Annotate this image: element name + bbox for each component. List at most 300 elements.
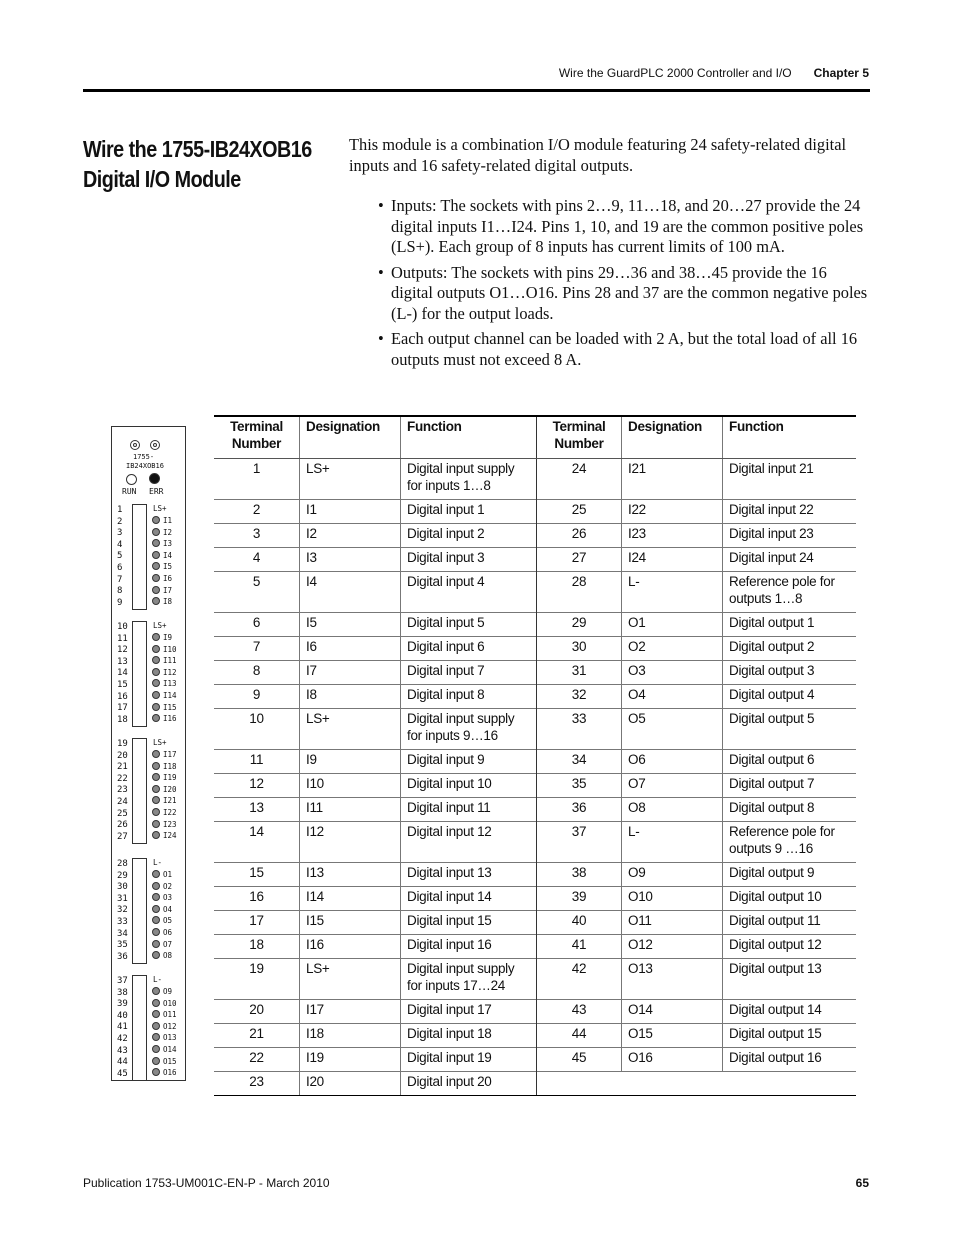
function-cell: Digital input 21 (723, 459, 857, 500)
pin-number: 35 (117, 940, 128, 951)
function-cell: Digital output 12 (723, 935, 857, 959)
io-channel-label: I7 (163, 585, 173, 595)
terminal-number-cell: 44 (537, 1024, 622, 1048)
terminal-number-cell: 16 (214, 887, 300, 911)
terminal-number-cell: 2 (214, 500, 300, 524)
pin-number: 25 (117, 808, 128, 819)
io-channel-label: O14 (163, 1045, 177, 1054)
pin-number: 11 (117, 633, 128, 644)
module-model-line2: IB24XOB16 (126, 462, 164, 470)
io-channel-label: O3 (163, 893, 173, 903)
terminal-number-cell: 11 (214, 750, 300, 774)
io-channel-label: I2 (163, 527, 173, 537)
io-channel-label: O2 (163, 881, 173, 891)
terminal-block (132, 975, 147, 1081)
io-status-led-icon (152, 893, 160, 901)
table-row (214, 459, 856, 500)
designation-cell: O10 (622, 887, 723, 911)
io-status-led-icon (152, 928, 160, 936)
terminal-number-cell: 24 (537, 459, 622, 500)
pin-number: 13 (117, 656, 128, 667)
function-cell: Digital output 9 (723, 863, 857, 887)
pin-number: 1 (117, 505, 123, 515)
designation-cell: I5 (300, 613, 401, 637)
pin-number: 43 (117, 1045, 128, 1056)
designation-cell: O13 (622, 959, 723, 1000)
designation-cell: I19 (300, 1048, 401, 1072)
terminal-block (132, 858, 147, 964)
io-status-led-icon (152, 796, 160, 804)
function-cell: Reference pole for outputs 9 …16 (723, 822, 857, 863)
io-channel-label: I14 (163, 691, 177, 700)
terminal-number-cell (537, 1072, 622, 1096)
io-channel-label: I21 (163, 796, 177, 806)
terminal-block (132, 504, 147, 610)
function-cell: Digital input 11 (401, 798, 537, 822)
io-status-led-icon (152, 586, 160, 594)
function-cell: Digital input 6 (401, 637, 537, 661)
function-cell: Digital output 6 (723, 750, 857, 774)
table-row (214, 1072, 856, 1096)
designation-cell: I22 (622, 500, 723, 524)
io-channel-label: I12 (163, 667, 177, 677)
io-channel-label: O4 (163, 904, 173, 914)
terminal-number-cell: 7 (214, 637, 300, 661)
terminal-number-cell: 10 (214, 709, 300, 750)
pin-number: 34 (117, 928, 128, 939)
designation-cell (622, 1072, 723, 1096)
pin-number: 5 (117, 551, 123, 562)
terminal-number-cell: 40 (537, 911, 622, 935)
terminal-number-cell: 43 (537, 1000, 622, 1024)
designation-cell: I21 (622, 459, 723, 500)
designation-cell: I6 (300, 637, 401, 661)
function-cell: Digital input 3 (401, 548, 537, 572)
terminal-number-cell: 27 (537, 548, 622, 572)
io-status-led-icon (152, 703, 160, 711)
designation-cell: L- (622, 572, 723, 613)
header-terminal-number: Terminal Number (214, 416, 300, 459)
run-label: RUN (122, 487, 137, 496)
designation-cell: I2 (300, 524, 401, 548)
io-status-led-icon (152, 999, 160, 1007)
terminal-number-cell: 20 (214, 1000, 300, 1024)
terminal-number-cell: 42 (537, 959, 622, 1000)
pin-number: 24 (117, 797, 128, 807)
module-diagram (111, 426, 186, 1081)
designation-cell: I4 (300, 572, 401, 613)
table-row (214, 500, 856, 524)
header-rule (83, 89, 870, 92)
io-channel-label: O16 (163, 1068, 177, 1078)
table-row (214, 1000, 856, 1024)
terminal-number-cell: 19 (214, 959, 300, 1000)
terminal-number-cell: 14 (214, 822, 300, 863)
table-row (214, 798, 856, 822)
io-channel-label: I24 (163, 831, 177, 841)
pin-number: 12 (117, 645, 128, 656)
io-status-led-icon (152, 528, 160, 536)
io-status-led-icon (152, 870, 160, 878)
module-model-line1: 1755- (133, 453, 155, 461)
running-title: Wire the GuardPLC 2000 Controller and I/O (558, 66, 792, 80)
function-cell: Digital output 15 (723, 1024, 857, 1048)
pin-number: 2 (117, 516, 123, 527)
io-channel-label: I22 (163, 808, 177, 817)
pin-number: 3 (117, 528, 123, 539)
function-cell: Digital input 15 (401, 911, 537, 935)
designation-cell: O5 (622, 709, 723, 750)
header-designation-2: Designation (622, 416, 723, 459)
footer-publication: Publication 1753-UM001C-EN-P - March 2010 (83, 1176, 330, 1190)
function-cell: Digital output 2 (723, 637, 857, 661)
function-cell: Digital input 20 (401, 1072, 537, 1096)
run-led-icon (126, 474, 137, 485)
io-status-led-icon (152, 679, 160, 687)
pin-number: 33 (117, 917, 128, 927)
io-status-led-icon (152, 656, 160, 664)
pin-number: 36 (117, 951, 128, 962)
terminal-number-cell: 45 (537, 1048, 622, 1072)
header-designation: Designation (300, 416, 401, 459)
designation-cell: O14 (622, 1000, 723, 1024)
io-channel-label: O5 (163, 916, 173, 926)
pin-number: 9 (117, 597, 123, 608)
pin-number: 16 (117, 691, 128, 702)
designation-cell: LS+ (300, 709, 401, 750)
io-channel-label: I13 (163, 679, 177, 689)
designation-cell: I7 (300, 661, 401, 685)
pin-number: 40 (117, 1010, 128, 1021)
pin-number: 17 (117, 703, 128, 714)
table-row (214, 1024, 856, 1048)
pin-number: 39 (117, 999, 128, 1010)
function-cell: Digital output 7 (723, 774, 857, 798)
designation-cell: I9 (300, 750, 401, 774)
function-cell: Digital output 3 (723, 661, 857, 685)
io-status-led-icon (152, 750, 160, 758)
table-row (214, 911, 856, 935)
designation-cell: O11 (622, 911, 723, 935)
table-row (214, 887, 856, 911)
terminal-number-cell: 6 (214, 613, 300, 637)
table-row (214, 524, 856, 548)
terminal-number-cell: 12 (214, 774, 300, 798)
function-cell: Digital input 5 (401, 613, 537, 637)
function-cell: Digital input supply for inputs 17…24 (401, 959, 537, 1000)
designation-cell: O3 (622, 661, 723, 685)
pin-number: 8 (117, 586, 123, 597)
table-row (214, 959, 856, 1000)
io-channel-label: I1 (163, 516, 173, 525)
io-status-led-icon (152, 987, 160, 995)
pin-number: 10 (117, 622, 128, 632)
io-status-led-icon (152, 551, 160, 559)
pin-number: 42 (117, 1034, 128, 1044)
bullet-outputs: • Outputs: The sockets with pins 29…36 and 38…45 provide the 16 digital outputs O1…O16. Pins 28 and 37 are the common negative poles (L-) for the output loads. (378, 263, 870, 325)
designation-cell: O6 (622, 750, 723, 774)
io-status-led-icon (152, 1033, 160, 1041)
designation-cell: O4 (622, 685, 723, 709)
io-status-led-icon (152, 808, 160, 816)
pin-number: 20 (117, 750, 128, 761)
function-cell: Digital input supply for inputs 1…8 (401, 459, 537, 500)
terminal-number-cell: 37 (537, 822, 622, 863)
io-status-led-icon (152, 762, 160, 770)
intro-paragraph: This module is a combination I/O module featuring 24 safety-related digital inputs and 16 safety-related digital outputs. (349, 135, 847, 175)
terminal-number-cell: 32 (537, 685, 622, 709)
page-number: 65 (855, 1176, 869, 1190)
io-status-led-icon (152, 1068, 160, 1076)
designation-cell: I15 (300, 911, 401, 935)
function-cell: Digital input supply for inputs 9…16 (401, 709, 537, 750)
function-cell: Digital input 12 (401, 822, 537, 863)
err-led-icon (149, 473, 160, 484)
designation-cell: O8 (622, 798, 723, 822)
table-row (214, 709, 856, 750)
terminal-number-cell: 31 (537, 661, 622, 685)
common-pole-label: LS+ (153, 621, 167, 630)
io-status-led-icon (152, 831, 160, 839)
pin-number: 14 (117, 668, 128, 679)
mount-screw-icon (130, 440, 140, 450)
terminal-number-cell: 9 (214, 685, 300, 709)
io-status-led-icon (152, 714, 160, 722)
io-status-led-icon (152, 951, 160, 959)
pin-number: 45 (117, 1068, 128, 1079)
designation-cell: O9 (622, 863, 723, 887)
designation-cell: O1 (622, 613, 723, 637)
table-row (214, 935, 856, 959)
table-row (214, 613, 856, 637)
io-status-led-icon (152, 645, 160, 653)
function-cell: Digital output 5 (723, 709, 857, 750)
section-title: Wire the 1755-IB24XOB16 Digital I/O Module (83, 136, 312, 192)
terminal-number-cell: 18 (214, 935, 300, 959)
bullet-inputs: • Inputs: The sockets with pins 2…9, 11…18, and 20…27 provide the 24 digital inputs I1…I24. Pins 1, 10, and 19 are the common positive poles (LS+). Each group of 8 inputs has current limits of 100 mA. (378, 196, 870, 258)
io-status-led-icon (152, 940, 160, 948)
pin-number: 30 (117, 882, 128, 893)
io-channel-label: O10 (163, 998, 177, 1008)
function-cell: Digital input 19 (401, 1048, 537, 1072)
function-cell: Digital input 8 (401, 685, 537, 709)
designation-cell: L- (622, 822, 723, 863)
function-cell: Digital input 18 (401, 1024, 537, 1048)
terminal-number-cell: 25 (537, 500, 622, 524)
function-cell: Digital input 9 (401, 750, 537, 774)
io-channel-label: I23 (163, 819, 177, 829)
io-status-led-icon (152, 1045, 160, 1053)
io-status-led-icon (152, 516, 160, 524)
pin-number: 27 (117, 831, 128, 842)
designation-cell: I14 (300, 887, 401, 911)
function-cell: Digital output 10 (723, 887, 857, 911)
io-channel-label: I8 (163, 597, 173, 607)
io-channel-label: O7 (163, 939, 173, 949)
function-cell: Digital input 23 (723, 524, 857, 548)
designation-cell: I23 (622, 524, 723, 548)
terminal-number-cell: 33 (537, 709, 622, 750)
pin-number: 18 (117, 714, 128, 725)
terminal-number-cell: 5 (214, 572, 300, 613)
table-row (214, 685, 856, 709)
pin-number: 37 (117, 976, 128, 986)
table-row (214, 637, 856, 661)
function-cell: Digital input 24 (723, 548, 857, 572)
table-row (214, 1048, 856, 1072)
function-cell: Digital output 16 (723, 1048, 857, 1072)
io-status-led-icon (152, 785, 160, 793)
io-status-led-icon (152, 905, 160, 913)
designation-cell: I16 (300, 935, 401, 959)
pin-number: 32 (117, 905, 128, 916)
io-channel-label: I18 (163, 761, 177, 771)
table-row (214, 774, 856, 798)
io-status-led-icon (152, 882, 160, 890)
io-channel-label: I17 (163, 750, 177, 759)
header-function: Function (401, 416, 537, 459)
designation-cell: LS+ (300, 959, 401, 1000)
io-channel-label: I5 (163, 562, 173, 572)
function-cell: Digital input 1 (401, 500, 537, 524)
pin-number: 15 (117, 680, 128, 690)
io-channel-label: O1 (163, 870, 173, 879)
terminal-block (132, 621, 147, 727)
err-label: ERR (149, 487, 164, 496)
io-status-led-icon (152, 562, 160, 570)
bullet-list (378, 196, 870, 375)
terminal-number-cell: 4 (214, 548, 300, 572)
table-row (214, 548, 856, 572)
terminal-number-cell: 8 (214, 661, 300, 685)
designation-cell: I12 (300, 822, 401, 863)
function-cell: Digital output 14 (723, 1000, 857, 1024)
designation-cell: O2 (622, 637, 723, 661)
io-status-led-icon (152, 574, 160, 582)
function-cell: Digital input 2 (401, 524, 537, 548)
pin-number: 38 (117, 987, 128, 998)
terminal-number-cell: 28 (537, 572, 622, 613)
designation-cell: LS+ (300, 459, 401, 500)
running-header (559, 66, 869, 80)
io-channel-label: I3 (163, 539, 173, 549)
function-cell: Digital output 11 (723, 911, 857, 935)
terminal-number-cell: 34 (537, 750, 622, 774)
io-status-led-icon (152, 820, 160, 828)
pin-number: 41 (117, 1022, 128, 1033)
pin-number: 29 (117, 870, 128, 881)
io-channel-label: I16 (163, 714, 177, 724)
table-row (214, 572, 856, 613)
io-channel-label: O15 (163, 1056, 177, 1066)
function-cell: Digital input 22 (723, 500, 857, 524)
terminal-number-cell: 38 (537, 863, 622, 887)
io-channel-label: I11 (163, 656, 177, 666)
pin-number: 19 (117, 739, 128, 749)
pin-number: 28 (117, 859, 128, 869)
function-cell: Digital input 14 (401, 887, 537, 911)
function-cell: Digital output 8 (723, 798, 857, 822)
terminal-number-cell: 29 (537, 613, 622, 637)
terminal-block (132, 738, 147, 844)
terminal-number-cell: 26 (537, 524, 622, 548)
io-status-led-icon (152, 1057, 160, 1065)
io-status-led-icon (152, 539, 160, 547)
io-status-led-icon (152, 668, 160, 676)
function-cell (723, 1072, 857, 1096)
function-cell: Digital input 13 (401, 863, 537, 887)
pin-number: 23 (117, 785, 128, 796)
terminal-number-cell: 41 (537, 935, 622, 959)
terminal-number-cell: 17 (214, 911, 300, 935)
function-cell: Digital input 10 (401, 774, 537, 798)
terminal-number-cell: 30 (537, 637, 622, 661)
common-pole-label: LS+ (153, 738, 167, 747)
designation-cell: I11 (300, 798, 401, 822)
designation-cell: O16 (622, 1048, 723, 1072)
io-channel-label: I15 (163, 702, 177, 712)
function-cell: Digital input 4 (401, 572, 537, 613)
common-pole-label: LS+ (153, 504, 167, 513)
pin-number: 31 (117, 893, 128, 904)
designation-cell: I13 (300, 863, 401, 887)
designation-cell: I10 (300, 774, 401, 798)
pin-number: 21 (117, 762, 128, 773)
designation-cell: I8 (300, 685, 401, 709)
pin-number: 44 (117, 1057, 128, 1068)
common-pole-label: L- (153, 975, 163, 984)
function-cell: Digital input 16 (401, 935, 537, 959)
io-channel-label: I20 (163, 784, 177, 794)
terminal-number-cell: 21 (214, 1024, 300, 1048)
io-channel-label: I6 (163, 574, 173, 583)
chapter-label: Chapter 5 (813, 66, 869, 80)
terminal-number-cell: 15 (214, 863, 300, 887)
header-terminal-number-2: Terminal Number (537, 416, 622, 459)
terminal-number-cell: 39 (537, 887, 622, 911)
function-cell: Digital output 4 (723, 685, 857, 709)
designation-cell: I24 (622, 548, 723, 572)
designation-cell: I17 (300, 1000, 401, 1024)
pin-number: 22 (117, 773, 128, 784)
terminal-number-cell: 22 (214, 1048, 300, 1072)
function-cell: Digital input 17 (401, 1000, 537, 1024)
mount-screw-icon (150, 440, 160, 450)
table-row (214, 661, 856, 685)
terminal-table (214, 415, 856, 1096)
io-status-led-icon (152, 633, 160, 641)
io-channel-label: I10 (163, 644, 177, 654)
table-row (214, 750, 856, 774)
terminal-number-cell: 13 (214, 798, 300, 822)
io-channel-label: I4 (163, 550, 173, 560)
designation-cell: I3 (300, 548, 401, 572)
io-channel-label: O6 (163, 928, 173, 937)
designation-cell: O12 (622, 935, 723, 959)
io-status-led-icon (152, 1022, 160, 1030)
terminal-number-cell: 36 (537, 798, 622, 822)
table-header-row (214, 416, 856, 459)
io-status-led-icon (152, 691, 160, 699)
bullet-output-load: • Each output channel can be loaded with 2 A, but the total load of all 16 outputs must not exceed 8 A. (378, 329, 870, 370)
function-cell: Digital output 13 (723, 959, 857, 1000)
function-cell: Digital input 7 (401, 661, 537, 685)
common-pole-label: L- (153, 858, 163, 867)
io-channel-label: O13 (163, 1033, 177, 1043)
io-channel-label: O8 (163, 951, 173, 961)
designation-cell: O7 (622, 774, 723, 798)
table-row (214, 822, 856, 863)
